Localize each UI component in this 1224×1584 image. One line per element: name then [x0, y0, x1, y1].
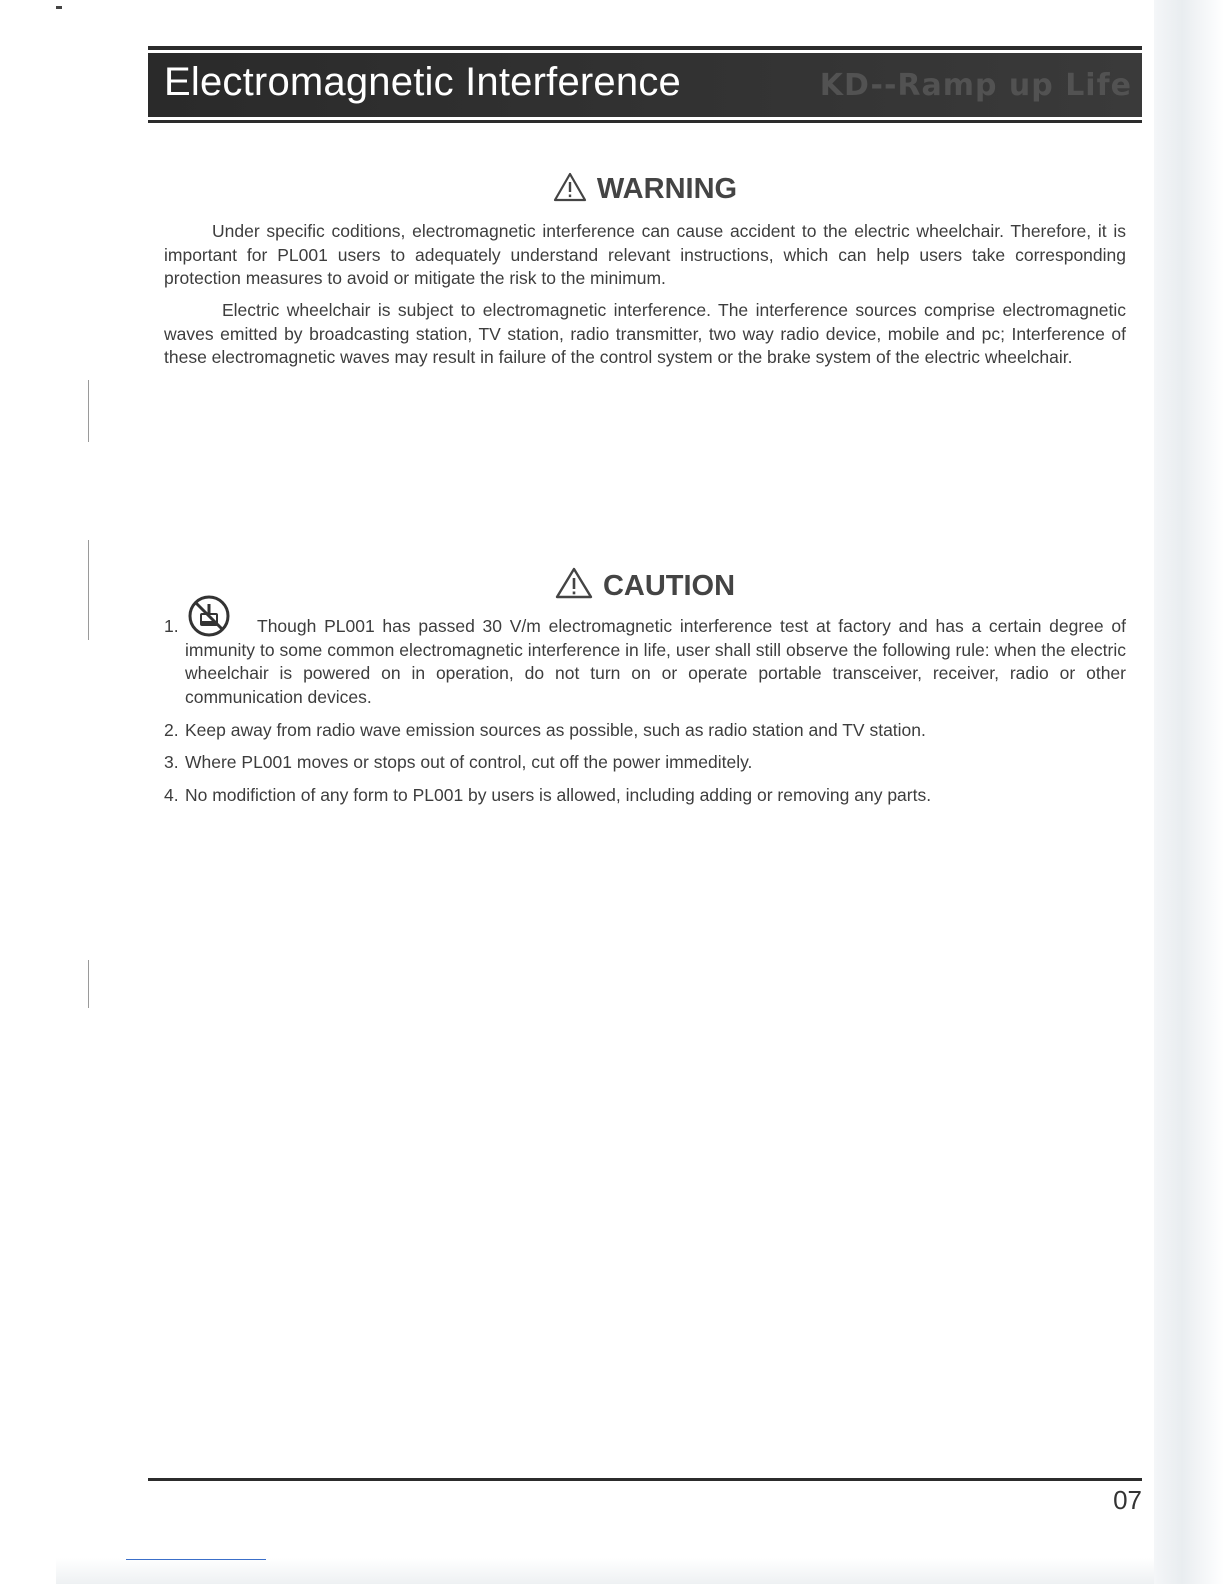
page-number: 07: [1113, 1485, 1142, 1515]
caution-item-2: [164, 719, 1126, 743]
no-mobile-phone-icon: [186, 593, 232, 646]
list-number: 1.: [164, 616, 179, 636]
list-number: 3.: [164, 752, 179, 772]
scan-artifact-line: [126, 1559, 266, 1560]
scan-margin-left: [0, 0, 56, 1584]
scan-artifact-line: [88, 540, 89, 640]
caution-item-3: [164, 751, 1126, 775]
scan-margin-right: [1154, 0, 1224, 1584]
header-rule-bottom: [148, 120, 1142, 123]
warning-paragraph-1: Under specific coditions, electromagnetic interference can cause accident to the electric wheelchair. Therefore, it is important for PL001 users to adequately understand relevant instructions, which can help users take corresponding protection measures to avoid or mitigate the risk to the minimum.: [164, 221, 1126, 289]
caution-item-4-text: No modifiction of any form to PL001 by users is allowed, including adding or removing any parts.: [185, 785, 932, 805]
scan-margin-bottom: [56, 1558, 1154, 1584]
warning-heading-text: WARNING: [596, 173, 738, 205]
scan-mark: [56, 6, 62, 9]
list-number: 4.: [164, 785, 179, 805]
page-title: Electromagnetic Interference: [164, 60, 681, 104]
scan-artifact-line: [88, 960, 89, 1008]
caution-heading-text: CAUTION: [602, 570, 736, 602]
warning-heading: [148, 172, 1142, 210]
caution-triangle-icon: [555, 567, 593, 607]
footer-rule: [148, 1478, 1142, 1481]
warning-triangle-icon: [553, 172, 587, 210]
caution-item-3-text: Where PL001 moves or stops out of control, cut off the power immeditely.: [185, 752, 753, 772]
scan-artifact-line: [88, 380, 89, 442]
warning-paragraph-2: Electric wheelchair is subject to electromagnetic interference. The interference sources comprise electromagnetic waves emitted by broadcasting station, TV station, radio transmitter, two way radio device, mobile and pc; Interference of these electromagnetic waves may result in failure of the control system or the brake system of the electric wheelchair.: [164, 300, 1126, 368]
caution-item-1: [164, 615, 1126, 709]
header-rule-top: [148, 46, 1142, 50]
caution-heading: [148, 567, 1142, 607]
caution-item-2-text: Keep away from radio wave emission sources as possible, such as radio station and TV station.: [185, 720, 926, 740]
caution-item-4: [164, 784, 1126, 808]
caution-item-1-text: Though PL001 has passed 30 V/m electromagnetic interference test at factory and has a certain degree of immunity to some common electromagnetic interference in life, user shall still observe the following rule: when the electric wheelchair is powered on in operation, do not turn on or operate portable transceiver, receiver, radio or other communication devices.: [185, 616, 1126, 707]
list-number: 2.: [164, 720, 179, 740]
brand-slogan: KD--Ramp up Life: [819, 68, 1132, 103]
